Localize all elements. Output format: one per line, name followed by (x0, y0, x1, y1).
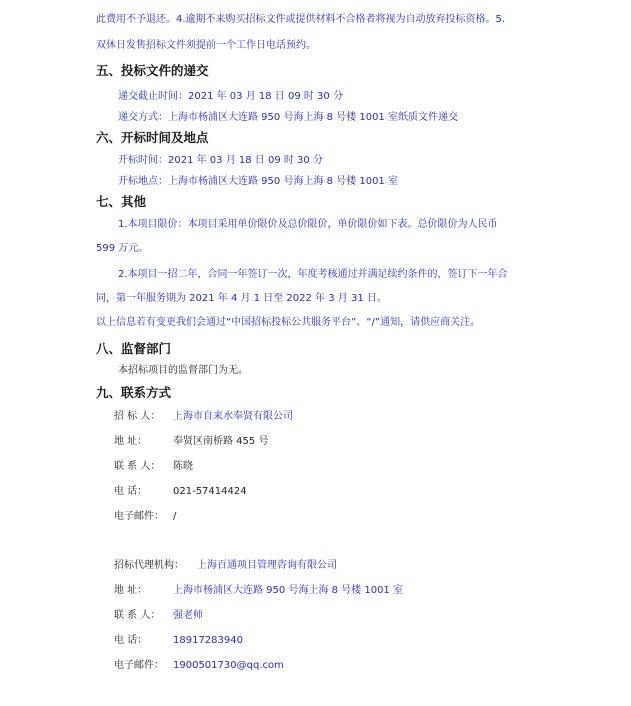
email-value: / (173, 511, 177, 522)
supervision-text: 本招标项目的监督部门为无。 (118, 365, 248, 376)
tenderer-label: 招 标 人： (114, 411, 161, 422)
contact-label: 联 系 人： (114, 461, 161, 472)
section-8-heading: 八、监督部门 (96, 341, 172, 356)
agency-phone-label: 电 话： (114, 635, 148, 646)
intro-line-1: 此费用不予退还。4.逾期不来购买招标文件或提供材料不合格者将视为自动放弃投标资格。5. (96, 14, 506, 25)
agency-address-value: 上海市杨浦区大连路 950 号海上海 8 号楼 1001 室 (173, 585, 403, 596)
section-5-heading: 五、投标文件的递交 (96, 63, 209, 78)
phone-label: 电 话： (114, 486, 148, 497)
price-limit-para-line-1: 1.本项目限价：本项目采用单价限价及总价限价，单价限价如下表。总价限价为人民币 (118, 219, 498, 230)
section-6-heading: 六、开标时间及地点 (96, 130, 209, 145)
agency-contact-label: 联 系 人： (114, 610, 161, 621)
opening-place: 开标地点：上海市杨浦区大连路 950 号海上海 8 号楼 1001 室 (118, 176, 398, 187)
agency-phone-value: 18917283940 (173, 635, 243, 646)
tenderer-value: 上海市自来水奉贤有限公司 (173, 411, 293, 422)
agency-address-label: 地 址： (114, 585, 148, 596)
agency-label: 招标代理机构： (114, 560, 184, 571)
opening-time: 开标时间：2021 年 03 月 18 日 09 时 30 分 (118, 155, 323, 166)
agency-value: 上海百通项目管理咨询有限公司 (197, 560, 337, 571)
intro-line-2: 双休日发售招标文件须提前一个工作日电话预约。 (96, 40, 316, 51)
agency-contact-value: 强老师 (173, 610, 203, 621)
agency-email-label: 电子邮件： (114, 660, 164, 671)
submission-deadline: 递交截止时间：2021 年 03 月 18 日 09 时 30 分 (118, 91, 343, 102)
address-value: 奉贤区南桥路 455 号 (173, 436, 269, 447)
address-label: 地 址： (114, 436, 148, 447)
change-notice-para: 以上信息若有变更我们会通过“中国招标投标公共服务平台”、“/”通知，请供应商关注。 (96, 317, 481, 328)
contract-term-para-line-1: 2.本项目一招二年，合同一年签订一次，年度考核通过并满足续约条件的，签订下一年合 (118, 269, 508, 280)
contract-term-para-line-2: 同，第一年服务期为 2021 年 4 月 1 日至 2022 年 3 月 31 日。 (96, 293, 387, 304)
section-9-heading: 九、联系方式 (96, 385, 172, 400)
section-7-heading: 七、其他 (96, 194, 147, 209)
price-limit-para-line-2: 599 万元。 (96, 243, 149, 254)
agency-email-value: 1900501730@qq.com (173, 660, 284, 671)
phone-value: 021-57414424 (173, 486, 247, 497)
contact-value: 陈晓 (173, 461, 193, 472)
submission-method: 递交方式：上海市杨浦区大连路 950 号海上海 8 号楼 1001 室纸质文件递交 (118, 112, 458, 123)
email-label: 电子邮件： (114, 511, 164, 522)
